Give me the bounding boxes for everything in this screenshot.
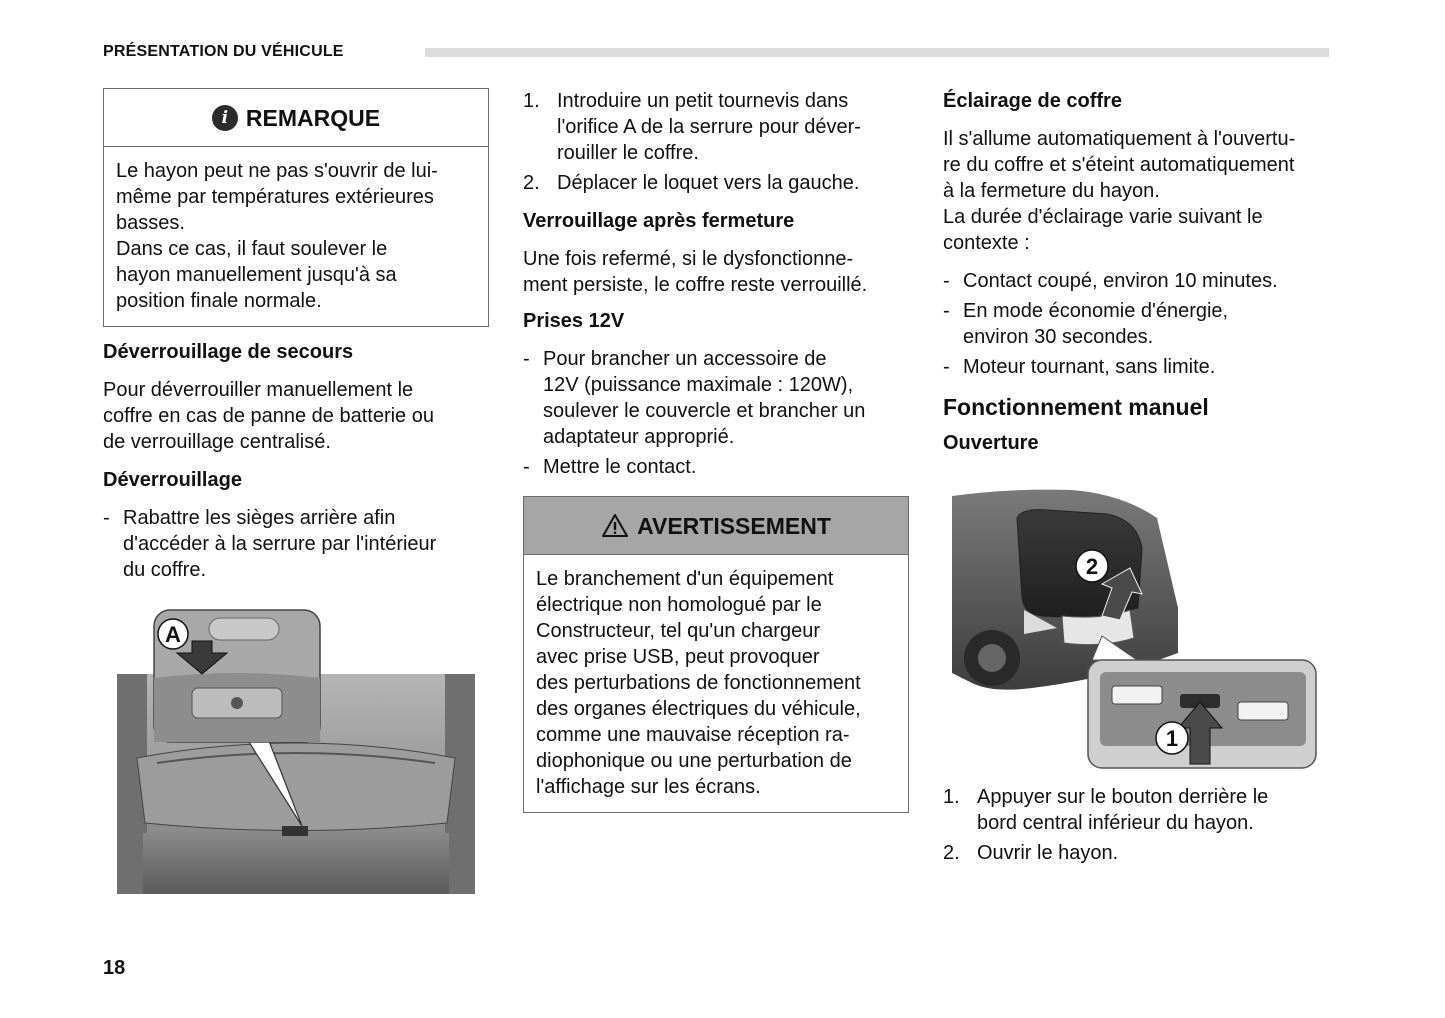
- note-line: Dans ce cas, il faut soulever le: [116, 238, 388, 260]
- note-box: [103, 88, 489, 327]
- page-number: 18: [103, 957, 126, 979]
- figure-label-1: 1: [1165, 726, 1179, 751]
- list-item: - En mode économie d'énergie, environ 30 secondes.: [943, 300, 1229, 348]
- note-line: position finale normale.: [116, 290, 322, 312]
- warning-line: des perturbations de fonctionnement: [536, 672, 861, 694]
- column-right: [943, 88, 1333, 456]
- heading-12v-sockets: Prises 12V: [523, 310, 625, 332]
- heading-emergency-unlock: Déverrouillage de secours: [103, 341, 354, 363]
- warning-line: avec prise USB, peut provoquer: [536, 646, 820, 668]
- warning-line: des organes électriques du véhicule,: [536, 698, 861, 720]
- note-line: basses.: [116, 212, 185, 234]
- note-line: hayon manuellement jusqu'à sa: [116, 264, 397, 286]
- info-icon: i: [212, 105, 238, 131]
- list-item: 1. Introduire un petit tournevis dans l'orifice A de la serrure pour déver- rouiller le coffre.: [523, 90, 861, 164]
- heading-trunk-lighting: Éclairage de coffre: [943, 90, 1122, 112]
- lighting-paragraph: Il s'allume automatiquement à l'ouvertu- re du coffre et s'éteint automatiquement à la fermeture du hayon. La durée d'éclairage varie suivant le contexte :: [943, 128, 1296, 254]
- warning-body: [524, 555, 908, 812]
- column-middle: [523, 88, 909, 813]
- unlock-list: [103, 505, 489, 583]
- relock-paragraph: Une fois refermé, si le dysfonctionne- ment persiste, le coffre reste verrouillé.: [523, 248, 868, 296]
- note-body: [104, 147, 488, 326]
- column-left: [103, 88, 489, 587]
- sockets-list: [523, 346, 909, 480]
- list-item: - Moteur tournant, sans limite.: [943, 356, 1216, 378]
- list-item: 1. Appuyer sur le bouton derrière le bord central inférieur du hayon.: [943, 786, 1269, 834]
- unlock-steps: [523, 88, 909, 196]
- heading-relock: Verrouillage après fermeture: [523, 210, 795, 232]
- trunk-interior-figure: [117, 608, 475, 894]
- warning-line: Le branchement d'un équipement: [536, 568, 834, 590]
- note-line: Le hayon peut ne pas s'ouvrir de lui-: [116, 160, 438, 182]
- list-item: - Contact coupé, environ 10 minutes.: [943, 270, 1278, 292]
- warning-line: diophonique ou une perturbation de: [536, 750, 852, 772]
- warning-title: AVERTISSEMENT: [637, 512, 831, 539]
- lighting-list: [943, 268, 1333, 380]
- warning-line: l'affichage sur les écrans.: [536, 776, 761, 798]
- list-item: 2. Ouvrir le hayon.: [943, 842, 1119, 864]
- heading-opening: Ouverture: [943, 432, 1039, 454]
- warning-line: électrique non homologué par le: [536, 594, 822, 616]
- warning-box-header: [524, 497, 908, 555]
- list-item: - Pour brancher un accessoire de 12V (puissance maximale : 120W), soulever le couvercle et brancher un adaptateur approprié.: [523, 348, 866, 448]
- warning-triangle-icon: [601, 513, 629, 538]
- opening-steps: [943, 784, 1333, 866]
- running-header: PRÉSENTATION DU VÉHICULE: [103, 43, 344, 60]
- note-title: REMARQUE: [245, 104, 381, 131]
- note-line: même par températures extérieures: [116, 186, 434, 208]
- header-rule: [425, 48, 1329, 57]
- warning-line: comme une mauvaise réception ra-: [536, 724, 850, 746]
- opening-steps-block: [943, 784, 1333, 870]
- figure-label-2: 2: [1085, 554, 1099, 579]
- list-item: - Rabattre les sièges arrière afin d'accéder à la serrure par l'intérieur du coffre.: [103, 507, 437, 581]
- heading-unlock: Déverrouillage: [103, 469, 242, 491]
- emergency-paragraph: Pour déverrouiller manuellement le coffre en cas de panne de batterie ou de verrouillage centralisé.: [103, 379, 434, 453]
- heading-manual-operation: Fonctionnement manuel: [943, 394, 1209, 420]
- figure-label-a: A: [165, 622, 181, 647]
- warning-line: Constructeur, tel qu'un chargeur: [536, 620, 820, 642]
- tailgate-figure: [952, 488, 1318, 770]
- list-item: - Mettre le contact.: [523, 456, 697, 478]
- list-item: 2. Déplacer le loquet vers la gauche.: [523, 172, 860, 194]
- warning-box: [523, 496, 909, 813]
- note-box-header: [104, 89, 488, 147]
